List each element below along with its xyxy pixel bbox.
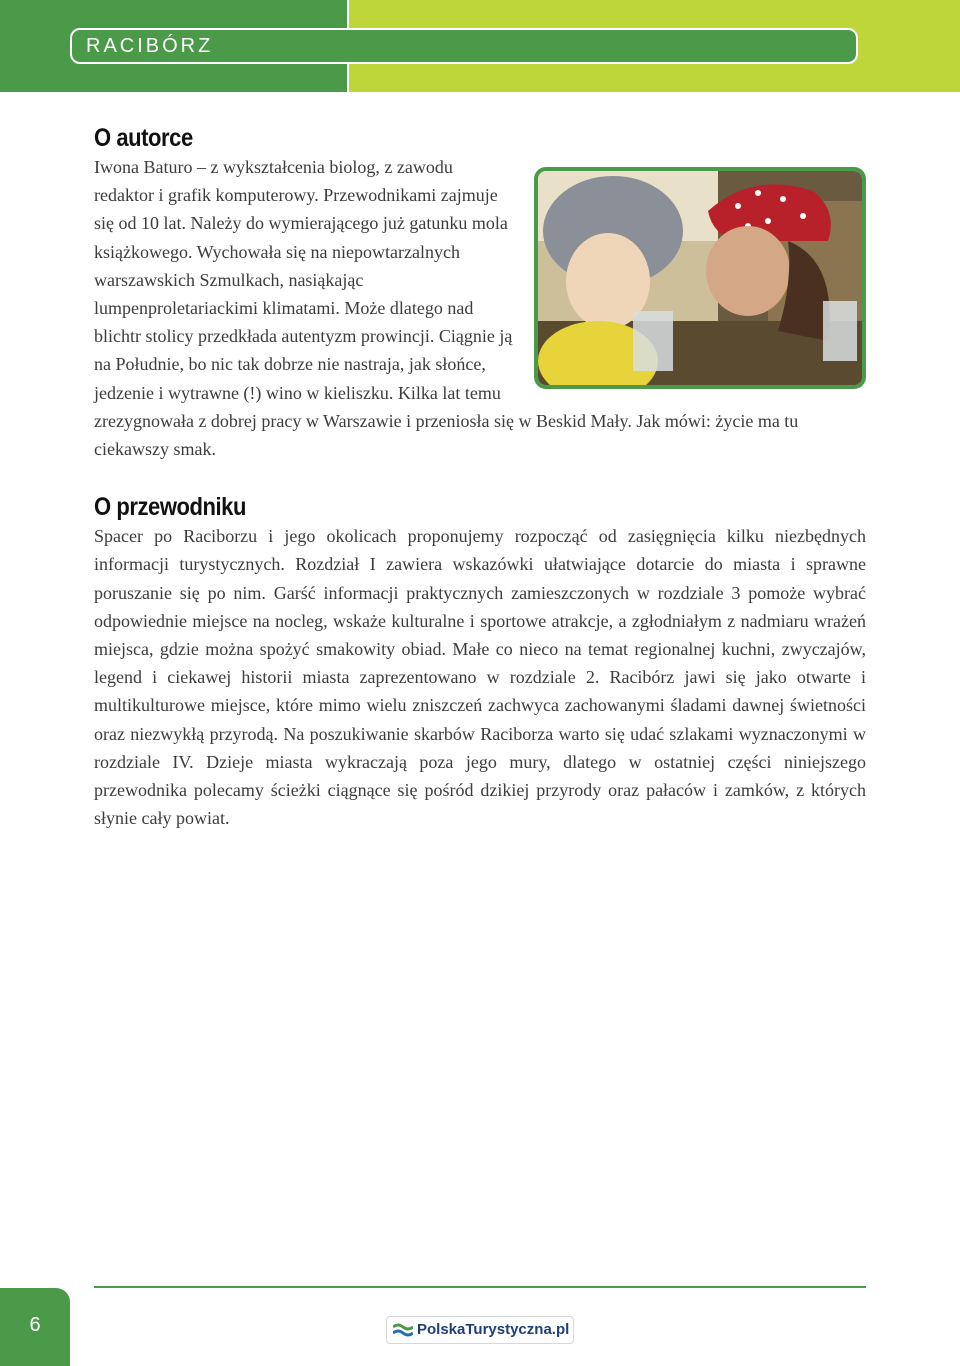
guide-paragraph: Spacer po Raciborzu i jego okolicach proponujemy rozpocząć od zasięgnięcia kilku niezbędnych informacji turystycznych. Rozdział I zawiera wskazówki ułatwiające dotarcie do miasta i sprawne poruszanie się po nim. Garść informacji praktycznych zamieszczonych w rozdziale 3 pomoże wybrać odpowiednie miejsce na nocleg, wskaże kulturalne i sportowe atrakcje, a zgłodniałym z nadmiaru wrażeń miejsca, gdzie można spożyć smakowity obiad. Małe co nieco na temat regionalnej kuchni, zwyczajów, legend i ciekawej historii miasta zaprezentowano w rozdziale 2. Racibórz jawi się jako otwarte i multikulturowe miejsce, które mimo wielu zniszczeń zachwyca zachowanymi śladami dawnej świetności oraz niezwykłą przyrodą. Na poszukiwanie skarbów Raciborza warto się udać szlakami wyznaczonymi w rozdziale IV. Dzieje miasta wykraczają poza jego mury, dlatego w ostatniej części niniejszego przewodnika polecamy ścieżki ciągnące się pośród dzikiej przyrody oraz pałaców i zamków, z których słynie cały powiat. — [94, 526, 866, 829]
page-number-tab — [0, 1288, 70, 1366]
footer-divider — [94, 1286, 866, 1288]
author-heading: O autorce — [94, 124, 193, 152]
author-paragraph: Iwona Baturo – z wykształcenia biolog, z zawodu redaktor i grafik komputerowy. Przewodnikami zajmuje się od 10 lat. Należy do wymierającego już gatunku mola książkowego. Wychowała się na niepowtarzalnych warszawskich Szmulkach, nasiąkając lumpenproletariackimi klimatami. Może dlatego nad blichtr stolicy przedkłada autentyzm prowincji. Ciągnie ją na Południe, bo nic tak dobrze nie nastraja, jak słońce, jedzenie i wytrawne (!) wino w kieliszku. Kilka lat temu zrezygnowała z dobrej pracy w Warszawie i przeniosła się w Beskid Mały. Jak mówi: życie ma tu ciekawszy smak. — [94, 157, 799, 460]
page-content — [94, 124, 866, 832]
page-number: 6 — [29, 1314, 41, 1336]
author-photo-image — [538, 171, 862, 385]
site-logo[interactable] — [386, 1316, 574, 1344]
header-title: RACIBÓRZ — [86, 35, 214, 57]
header-bar — [0, 0, 960, 92]
author-photo — [534, 167, 866, 389]
header-title-pill — [70, 28, 858, 64]
logo-waves-icon — [393, 1323, 413, 1337]
logo-text: PolskaTurystyczna.pl — [417, 1321, 570, 1338]
guide-heading: O przewodniku — [94, 493, 246, 522]
